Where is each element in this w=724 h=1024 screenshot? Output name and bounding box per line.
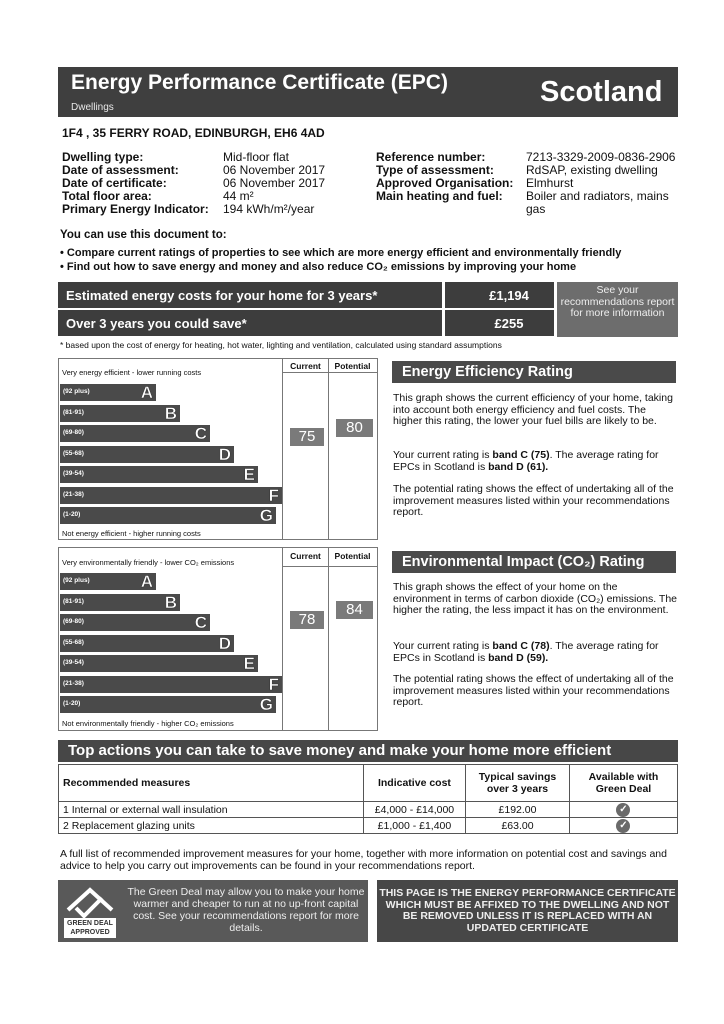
detail-label: Approved Organisation: [376, 176, 514, 190]
band-letter: E [243, 465, 255, 484]
band-letter: A [140, 572, 153, 591]
country-label: Scotland [540, 76, 663, 108]
environmental-impact-heading: Environmental Impact (CO₂) Rating [392, 551, 676, 573]
band-range: (92 plus) [63, 388, 90, 395]
band-range: (21-38) [63, 679, 84, 687]
graph-top-label: Very energy efficient - lower running costs [62, 368, 202, 377]
rating-band-e [60, 466, 258, 483]
band-letter: F [268, 674, 279, 694]
detail-label: Primary Energy Indicator: [62, 202, 209, 216]
bullet-item: • Find out how to save energy and money and also reduce CO₂ emissions by improving your home [60, 260, 577, 273]
cost-row-estimated [58, 282, 554, 308]
detail-value: gas [526, 202, 546, 216]
measure-cell: 1 Internal or external wall insulation [59, 802, 364, 818]
cost-cell: £4,000 - £14,000 [363, 802, 465, 818]
rating-band-b [60, 405, 180, 422]
page-title: Energy Performance Certificate (EPC) [71, 71, 448, 94]
band-letter: D [218, 444, 231, 464]
green-deal-cell [569, 802, 677, 818]
current-header: Current [290, 551, 321, 561]
eer-current-paragraph: Your current rating is band C (75). The average rating for EPCs in Scotland is band D (61). [393, 449, 659, 473]
property-address: 1F4 , 35 FERRY ROAD, EDINBURGH, EH6 4AD [62, 126, 325, 140]
table-header-row [59, 765, 678, 802]
green-deal-box [58, 880, 368, 942]
current-rating-arrow: 75 [290, 428, 324, 446]
detail-label: Reference number: [376, 150, 486, 164]
detail-label: Dwelling type: [62, 150, 144, 164]
green-deal-text: The Green Deal may allow you to make your home warmer and cheaper to run at no up-front capital cost. See your recommendations report for more details. [127, 886, 365, 934]
band-range: (69-80) [63, 429, 84, 436]
detail-value: 44 m² [223, 189, 254, 203]
column-header: Typical savings over 3 years [466, 765, 570, 802]
affix-notice: THIS PAGE IS THE ENERGY PERFORMANCE CERTIFICATE WHICH MUST BE AFFIXED TO THE DWELLING AND NOT BE REMOVED UNLESS IT IS REPLACED WITH AN UPDATED CERTIFICATE [377, 880, 678, 942]
green-deal-cell [569, 818, 677, 834]
band-letter: B [164, 592, 177, 612]
band-letter: D [218, 633, 231, 653]
band-range: (81-91) [63, 597, 84, 605]
graph-bottom-label: Not energy efficient - higher running costs [62, 529, 201, 538]
band-letter: F [268, 485, 279, 505]
current-header: Current [290, 361, 321, 371]
green-deal-logo: GREEN DEAL APPROVED [62, 884, 118, 940]
table-row [59, 818, 678, 834]
table-row [59, 802, 678, 818]
detail-value: 06 November 2017 [223, 163, 326, 177]
cost-label: Over 3 years you could save* [66, 316, 247, 331]
band-range: (81-91) [63, 408, 84, 416]
rating-band-d [60, 635, 234, 652]
eer-paragraph: This graph shows the current efficiency of your home, taking into account both energy efficiency and fuel costs. The higher this rating, the lower your fuel bills are likely to be. [393, 392, 673, 427]
band-range: (92 plus) [63, 577, 90, 584]
rating-band-d [60, 446, 234, 463]
rating-band-g [60, 507, 276, 524]
page-subtitle: Dwellings [71, 102, 114, 113]
savings-cell: £192.00 [466, 802, 570, 818]
full-list-note: A full list of recommended improvement measures for your home, together with more information on potential cost and savings and advice to help you carry out improvements can be found in your recommendations report. [60, 848, 667, 872]
rating-band-c [60, 425, 210, 442]
detail-value: Boiler and radiators, mains [526, 189, 669, 203]
band-range: (39-54) [63, 659, 84, 666]
cost-row-savings [58, 310, 554, 336]
rating-band-f [60, 676, 282, 693]
band-range: (55-68) [63, 449, 84, 457]
graph-top-label: Very environmentally friendly - lower CO₂ emissions [62, 558, 235, 567]
band-letter: B [164, 403, 177, 423]
band-range: (1-20) [63, 511, 81, 518]
measure-cell: 2 Replacement glazing units [59, 818, 364, 834]
recommended-measures-table [58, 764, 678, 834]
potential-header: Potential [334, 551, 371, 561]
bullet-item: • Compare current ratings of properties to see which are more energy efficient and environmentally friendly [60, 247, 622, 259]
detail-value: Mid-floor flat [223, 150, 290, 164]
cost-value: £1,194 [489, 288, 529, 303]
rating-band-a [60, 573, 156, 590]
graph-bottom-label: Not environmentally friendly - higher CO₂ emissions [62, 719, 234, 728]
eir-current-paragraph: Your current rating is band C (78). The average rating for EPCs in Scotland is band D (59). [393, 640, 659, 664]
column-header: Available with Green Deal [569, 765, 677, 802]
band-range: (1-20) [63, 700, 81, 707]
potential-header: Potential [334, 361, 371, 371]
see-recommendations-box: See your recommendations report for more information [557, 282, 678, 337]
band-letter: C [194, 613, 207, 632]
detail-label: Type of assessment: [376, 163, 494, 177]
band-range: (55-68) [63, 638, 84, 646]
check-icon: ✓ [616, 819, 630, 833]
rating-band-e [60, 655, 258, 672]
eer-potential-paragraph: The potential rating shows the effect of undertaking all of the improvement measures listed within your recommendations report. [393, 483, 674, 518]
band-letter: E [243, 654, 255, 673]
detail-label: Main heating and fuel: [376, 189, 503, 203]
energy-efficiency-heading: Energy Efficiency Rating [392, 361, 676, 383]
band-letter: A [140, 383, 153, 402]
band-range: (69-80) [63, 618, 84, 625]
check-icon: ✓ [616, 803, 630, 817]
cost-label: Estimated energy costs for your home for 3 years* [66, 288, 378, 303]
cost-cell: £1,000 - £1,400 [363, 818, 465, 834]
cost-footnote: * based upon the cost of energy for heating, hot water, lighting and ventilation, calculated using standard assumptions [60, 340, 502, 350]
detail-label: Date of certificate: [62, 176, 167, 190]
column-header: Indicative cost [363, 765, 465, 802]
rating-band-c [60, 614, 210, 631]
detail-value: 06 November 2017 [223, 176, 326, 190]
eir-paragraph: This graph shows the effect of your home on the environment in terms of carbon dioxide (CO₂) emissions. The higher the rating, the less impact it has on the environment. [393, 581, 677, 616]
detail-label: Date of assessment: [62, 163, 179, 177]
detail-value: Elmhurst [526, 176, 574, 190]
detail-label: Total floor area: [62, 189, 152, 203]
band-letter: G [259, 506, 273, 525]
band-range: (39-54) [63, 470, 84, 477]
current-rating-arrow: 78 [290, 611, 324, 629]
bullet-list [60, 247, 621, 274]
rating-band-a [60, 384, 156, 401]
rating-band-b [60, 594, 180, 611]
rating-band-f [60, 487, 282, 504]
cost-value: £255 [494, 316, 524, 331]
savings-cell: £63.00 [466, 818, 570, 834]
detail-value: 7213-3329-2009-0836-2906 [526, 150, 676, 164]
top-actions-heading: Top actions you can take to save money and make your home more efficient [58, 740, 678, 762]
detail-value: 194 kWh/m²/year [223, 202, 315, 216]
detail-value: RdSAP, existing dwelling [526, 163, 658, 177]
band-range: (21-38) [63, 490, 84, 498]
use-title: You can use this document to: [60, 229, 227, 241]
eir-potential-paragraph: The potential rating shows the effect of undertaking all of the improvement measures listed within your recommendations report. [393, 673, 674, 708]
rating-band-g [60, 696, 276, 713]
band-letter: G [259, 695, 273, 714]
column-header: Recommended measures [59, 765, 364, 802]
band-letter: C [194, 424, 207, 443]
potential-rating-arrow: 80 [336, 419, 373, 437]
potential-rating-arrow: 84 [336, 601, 373, 619]
